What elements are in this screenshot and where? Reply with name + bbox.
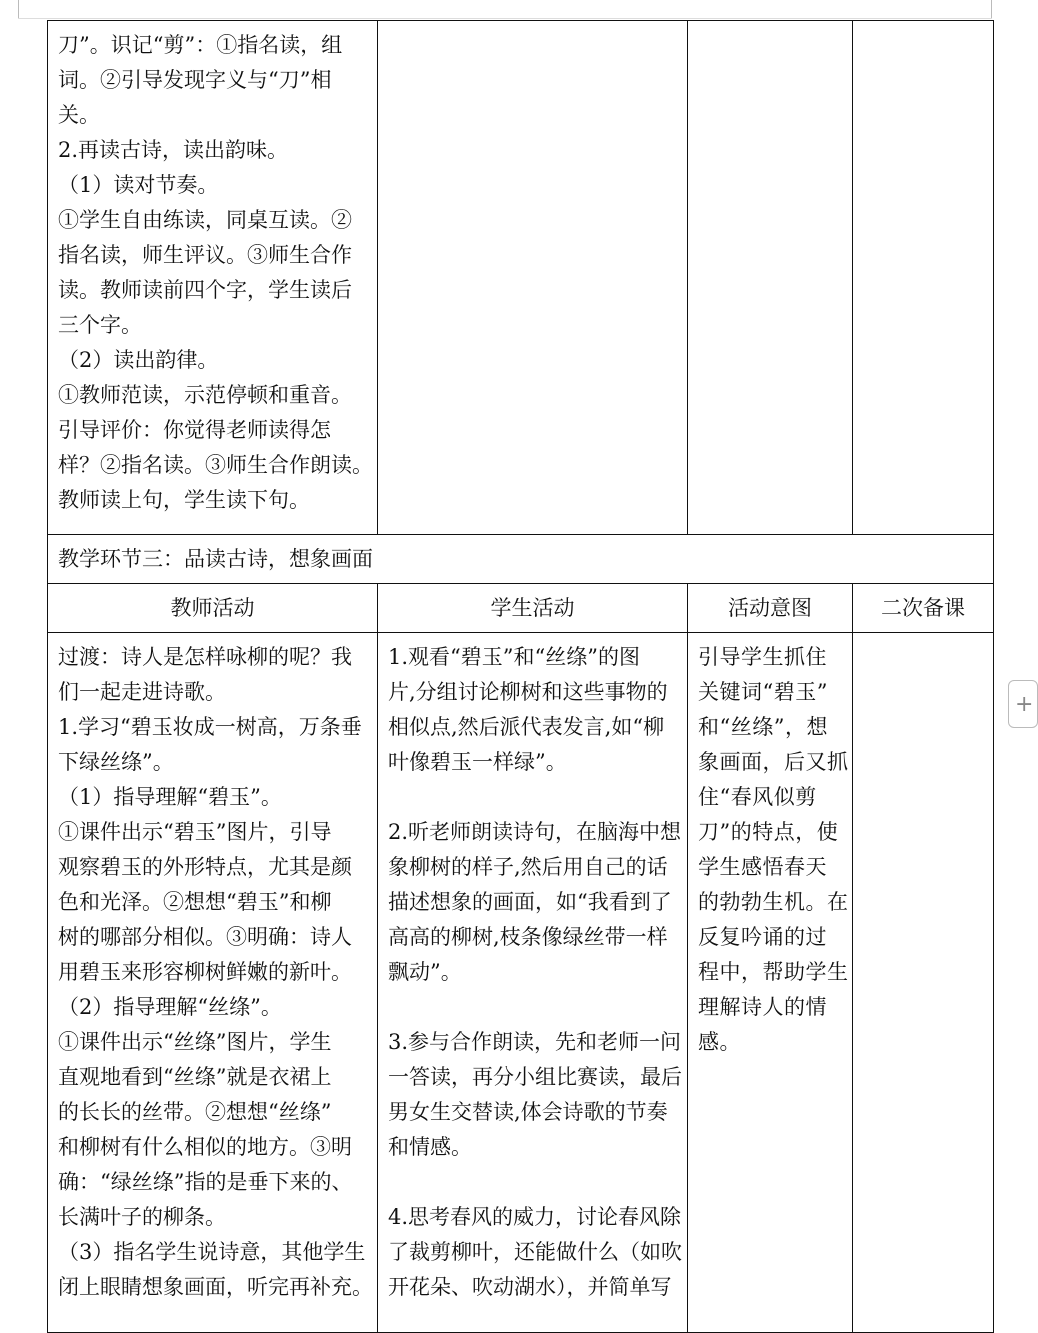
- text-line: 了裁剪柳叶，还能做什么（如吹: [388, 1240, 682, 1264]
- text-line: 引导评价：你觉得老师读得怎: [58, 418, 331, 442]
- text-line: 4.思考春风的威力，讨论春风除: [388, 1205, 682, 1229]
- text-line: 长满叶子的柳条。: [58, 1205, 226, 1229]
- second-prep-cell-top: [853, 21, 994, 535]
- text-line: 学生感悟春天: [698, 855, 827, 879]
- text-line: 直观地看到“丝绦”就是衣裙上: [58, 1065, 332, 1089]
- text-line: 片,分组讨论柳树和这些事物的: [388, 680, 668, 704]
- text-line: 和柳树有什么相似的地方。③明: [58, 1135, 352, 1159]
- section-row: [48, 535, 994, 584]
- lesson-plan-table: [47, 20, 994, 1333]
- teacher-activity-text: [58, 28, 373, 518]
- header-row: [48, 584, 994, 633]
- text-line: （1）读对节奏。: [58, 173, 219, 197]
- text-line: ①教师范读，示范停顿和重音。: [58, 383, 352, 407]
- text-line: 和情感。: [388, 1135, 472, 1159]
- text-line: 读。教师读前四个字，学生读后: [58, 278, 352, 302]
- text-line: ①课件出示“碧玉”图片，引导: [58, 820, 332, 844]
- paragraph-gap: [388, 780, 678, 815]
- page-top-line: [18, 18, 992, 19]
- intent-text: [698, 640, 849, 1060]
- text-line: （3）指名学生说诗意，其他学生: [58, 1240, 366, 1264]
- text-line: 相似点,然后派代表发言,如“柳: [388, 715, 665, 739]
- text-line: 开花朵、吹动湖水），并简单写: [388, 1275, 672, 1299]
- text-line: 象柳树的样子,然后用自己的话: [388, 855, 668, 879]
- text-line: 程中，帮助学生: [698, 960, 849, 984]
- intent-cell: [688, 633, 853, 1333]
- table-row-content: [48, 633, 994, 1333]
- text-line: 过渡：诗人是怎样咏柳的呢？我: [58, 645, 352, 669]
- text-line: 描述想象的画面，如“我看到了: [388, 890, 672, 914]
- text-line: （2）读出韵律。: [58, 348, 219, 372]
- student-activity-text: [388, 640, 682, 1305]
- teacher-activity-cell-top: [48, 21, 378, 535]
- text-line: 三个字。: [58, 313, 142, 337]
- text-line: 1.学习“碧玉妆成一树高，万条垂: [58, 715, 362, 739]
- text-line: 用碧玉来形容柳树鲜嫩的新叶。: [58, 960, 352, 984]
- text-line: 3.参与合作朗读，先和老师一问: [388, 1030, 682, 1054]
- text-line: （2）指导理解“丝绦”。: [58, 995, 282, 1019]
- text-line: （1）指导理解“碧玉”。: [58, 785, 282, 809]
- plus-icon: +: [1015, 691, 1034, 717]
- second-prep-cell: [853, 633, 994, 1333]
- text-line: 住“春风似剪: [698, 785, 817, 809]
- text-line: 的勃勃生机。在: [698, 890, 849, 914]
- text-line: 树的哪部分相似。③明确：诗人: [58, 925, 352, 949]
- student-activity-cell-top: [378, 21, 688, 535]
- text-line: 样？②指名读。③师生合作朗读。: [58, 453, 373, 477]
- text-line: 色和光泽。②想想“碧玉”和柳: [58, 890, 332, 914]
- text-line: 感。: [698, 1030, 741, 1054]
- header-second-prep: 二次备课: [853, 584, 994, 633]
- text-line: 象画面，后又抓: [698, 750, 849, 774]
- paragraph-gap: [388, 1165, 678, 1200]
- text-line: 2.再读古诗，读出韵味。: [58, 138, 289, 162]
- header-student-activity: 学生活动: [378, 584, 688, 633]
- text-line: 们一起走进诗歌。: [58, 680, 226, 704]
- text-line: 观察碧玉的外形特点，尤其是颜: [58, 855, 352, 879]
- text-line: 飘动”。: [388, 960, 462, 984]
- text-line: 词。②引导发现字义与“刀”相: [58, 68, 332, 92]
- text-line: 指名读，师生评议。③师生合作: [58, 243, 352, 267]
- page-edge-right: [991, 0, 992, 18]
- text-line: 高高的柳树,枝条像绿丝带一样: [388, 925, 668, 949]
- header-activity-intent: 活动意图: [688, 584, 853, 633]
- section-title: 教学环节三：品读古诗，想象画面: [48, 535, 994, 584]
- text-line: 男女生交替读,体会诗歌的节奏: [388, 1100, 668, 1124]
- text-line: 刀”。识记“剪”：①指名读，组: [58, 33, 343, 57]
- text-line: 刀”的特点，使: [698, 820, 839, 844]
- text-line: 的长长的丝带。②想想“丝绦”: [58, 1100, 332, 1124]
- page-edge-left: [18, 0, 19, 18]
- text-line: 反复吟诵的过: [698, 925, 827, 949]
- text-line: 确：“绿丝绦”指的是垂下来的、: [58, 1170, 353, 1194]
- text-line: ①课件出示“丝绦”图片，学生: [58, 1030, 332, 1054]
- add-page-tab[interactable]: [1008, 680, 1038, 728]
- text-line: ①学生自由练读，同桌互读。②: [58, 208, 352, 232]
- teacher-activity-text: [58, 640, 373, 1305]
- text-line: 关。: [58, 103, 100, 127]
- paragraph-gap: [388, 990, 678, 1025]
- text-line: 1.观看“碧玉”和“丝绦”的图: [388, 645, 640, 669]
- intent-cell-top: [688, 21, 853, 535]
- text-line: 闭上眼睛想象画面，听完再补充。: [58, 1275, 373, 1299]
- text-line: 教师读上句，学生读下句。: [58, 488, 310, 512]
- text-line: 一答读，再分小组比赛读，最后: [388, 1065, 682, 1089]
- text-line: 关键词“碧玉”: [698, 680, 828, 704]
- text-line: 2.听老师朗读诗句，在脑海中想: [388, 820, 682, 844]
- teacher-activity-cell: [48, 633, 378, 1333]
- student-activity-cell: [378, 633, 688, 1333]
- text-line: 理解诗人的情: [698, 995, 827, 1019]
- text-line: 和“丝绦”，想: [698, 715, 828, 739]
- header-teacher-activity: 教师活动: [48, 584, 378, 633]
- text-line: 叶像碧玉一样绿”。: [388, 750, 567, 774]
- text-line: 引导学生抓住: [698, 645, 827, 669]
- table-row-continued: [48, 21, 994, 535]
- text-line: 下绿丝绦”。: [58, 750, 174, 774]
